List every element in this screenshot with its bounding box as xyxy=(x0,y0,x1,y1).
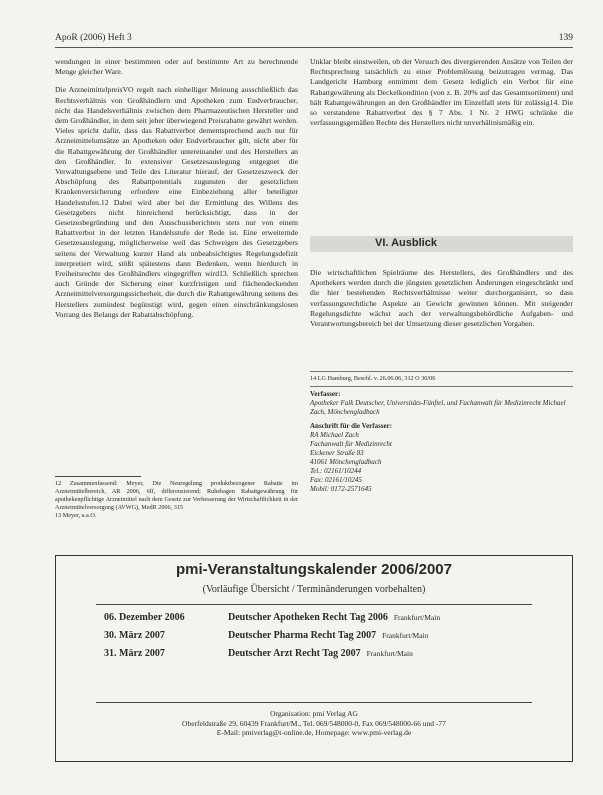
header-rule xyxy=(55,47,573,48)
event-date: 30. März 2007 xyxy=(104,630,165,641)
right-column-outlook xyxy=(310,268,573,337)
event-date: 06. Dezember 2006 xyxy=(104,612,185,623)
paragraph: Die wirtschaftlichen Spielräume des Herstellers, des Großhändlers und des Apothekers werden durch die jüngsten gesetzlichen Änderungen eingeschränkt und die hier bestehenden Rechtsverhältnisse weiter durchorganisiert, so dass verfassungsrechtliche Aspekte an Gewicht gewinnen können. Mit steigender Regelungsdichte wächst auch der verwaltungsbehördliche Aufgaben- und Verantwortungsbereich bei der Umsetzung dieser gesetzlichen Vorgaben. xyxy=(310,268,573,329)
author-info xyxy=(310,390,573,494)
paragraph: wendungen in einer bestimmten oder auf bestimmte Art zu berechnende Menge gleicher Ware. xyxy=(55,57,298,77)
address-label: Anschrift für die Verfasser: xyxy=(310,422,393,430)
calendar-rule xyxy=(96,702,532,703)
event-name-wrap xyxy=(228,630,428,641)
calendar-rule xyxy=(96,604,532,605)
event-name-wrap xyxy=(228,612,440,623)
event-row xyxy=(104,612,542,626)
paragraph: Die ArzneimittelpreisVO regelt nach einhelliger Meinung ausschließlich das Rechtsverhältnis von Großhändlern und Apotheken zum Endverbraucher, nicht das Handelsverhältnis zwischen dem Pharmazeutischen Hersteller und dem Großhändler, in dem seit jeher überwiegend Preisrabatte gewährt werden. Vieles spricht dafür, dass das Rabattverbot dementsprechend auch nur für Arzneimittelumsätze an Apotheken oder Endverbraucher gilt, nicht aber für die Rabattgewährung der Großhändler untereinander und des Herstellers an den Großhändler. In extensiver Gesetzesauslegung entgegnet die Verwaltungsebene und Teile des Literatur hierauf, der Gesetzeszweck der Abschöpfung des Rabattpotentials zugunsten der gesetzlichen Krankenversicherung erfordere eine Einbeziehung aller beteiligter Handelsstufen.12 Dabei wird aber bei der Ermittlung des Willens des Gesetzgebers nicht hinreichend berücksichtigt, dass in der Gesetzesbegründung und den Ausschussberichten stets nur von einem Rabattverbot in der letzten Handelsstufe der Rede ist. Eine erweiternde Gesetzesauslegung, möglicherweise weil das Schweigen des Gesetzgebers seitens der Verwaltung kurzer Hand als unbeabsichtigtes Regelungsdefizit interpretiert wird, stößt spätestens dann Bedenken, wenn hierdurch in Freiheitsrechte des Großhändlers eingegriffen wird13. Schließlich sprechen auch Gründe der Sicherung einer kurzfristigen und flächendeckenden Arzneimittelversorgungssicherheit, die durch die Rabattgewährung seitens des Herstellers zumindest begünstigt wird, gegen einen einschränkungslosen Vorrang des Belangs der Rabattabschöpfung. xyxy=(55,85,298,319)
event-name: Deutscher Arzt Recht Tag 2007 xyxy=(228,648,361,659)
calendar-title: pmi-Veranstaltungskalender 2006/2007 xyxy=(176,561,452,578)
address-line: Eickener Straße 83 xyxy=(310,449,364,457)
footnote-rule xyxy=(55,476,141,477)
calendar-subtitle: (Vorläufige Übersicht / Terminänderungen vorbehalten) xyxy=(202,584,426,595)
event-calendar-box xyxy=(55,555,573,762)
address-line: RA Michael Zach xyxy=(310,431,359,439)
event-name: Deutscher Pharma Recht Tag 2007 xyxy=(228,630,377,641)
event-row xyxy=(104,648,542,662)
event-name: Deutscher Apotheken Recht Tag 2006 xyxy=(228,612,388,623)
event-date: 31. März 2007 xyxy=(104,648,165,659)
address-line: Fachanwalt für Medizinrecht xyxy=(310,440,392,448)
authors-names: Apotheker Falk Deutscher, Universitäts-Fünftel, und Fachanwalt für Medizinrecht Michael Zach, Mönchengladbach xyxy=(310,399,566,416)
page-number: 139 xyxy=(558,33,573,43)
event-location: Frankfurt/Main xyxy=(366,649,413,658)
footnote: 12 Zusammenfassend: Meyer, Die Neuregelung produktbezogener Rabatte im Arzneimittelbereich, AR 2006, 6ff, differenzierend; Ruhebagen Rabattgewährung für apothekenpflichtige Arzneimittel nach dem Gesetz zur Verbesserung der Wirtschaftlichkeit in der Arzneimittelversorgung (AVWG), MedR 2006, 315 xyxy=(55,480,298,511)
address-line: Tel.: 02161/10244 xyxy=(310,467,362,475)
event-row xyxy=(104,630,542,644)
left-footnotes xyxy=(55,480,298,520)
organizer-info xyxy=(56,709,572,738)
left-column xyxy=(55,57,298,328)
organizer-line: E-Mail: pmiverlag@t-online.de, Homepage: www.pmi-verlag.de xyxy=(216,728,412,738)
footnote: 13 Meyer, a.a.O. xyxy=(55,512,97,519)
organizer-line: Oberfeldstraße 29, 60439 Frankfurt/M., Tel. 069/548000-0, Fax 069/548000-66 und -77 xyxy=(182,718,446,728)
organizer-line: Organisation: pmi Verlag AG xyxy=(270,709,358,718)
running-header xyxy=(55,33,573,47)
address-line: Fax: 02161/10245 xyxy=(310,476,362,484)
journal-issue: ApoR (2006) Heft 3 xyxy=(55,33,132,43)
address-line: 41061 Mönchengladbach xyxy=(310,458,382,466)
event-location: Frankfurt/Main xyxy=(382,631,429,640)
footnote-rule xyxy=(310,371,573,372)
authors-label: Verfasser: xyxy=(310,390,341,398)
section-heading: VI. Ausblick xyxy=(375,237,437,249)
divider xyxy=(310,386,573,387)
event-name-wrap xyxy=(228,648,413,659)
right-footnote: 14 LG Hamburg, Beschl. v. 26.06.06, 312 O 30/06 xyxy=(310,375,436,382)
event-location: Frankfurt/Main xyxy=(393,613,441,622)
section-heading-bar xyxy=(310,236,573,252)
right-column xyxy=(310,57,573,136)
paragraph: Unklar bleibt einstweilen, ob der Versuch des divergierenden Ansätze von Teilen der Rechtsprechung tatsächlich zu einer Problemlösung beizutragen vermag. Das Landgericht Hamburg entnimmt dem Gesetz lediglich ein Verbot für eine Rabattgewährung als Deckelkondition (von z. B. 20% auf das Gesamtsortiment) und hält Rabattgewährungen an den Großhändler im Einzelfall stets für zulässig14. Die so verstandene Rabattverbot des § 7 Abs. 1 Nr. 2 HWG schränke die verfassungsgemäßen Rechte des Herstellers nicht unverhältnismäßig ein. xyxy=(310,57,573,128)
address-line: Mobil: 0172-2571645 xyxy=(310,485,372,493)
